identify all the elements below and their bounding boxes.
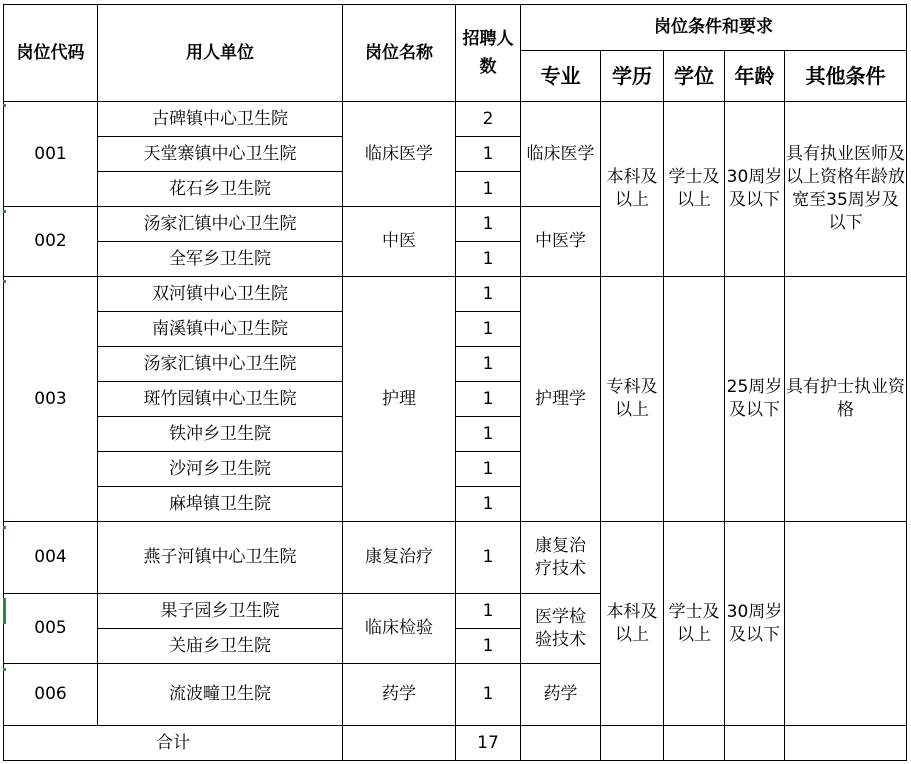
unit-cell: 燕子河镇中心卫生院 xyxy=(98,522,343,594)
major-cell: 医学检验技术 xyxy=(521,594,601,664)
total-empty xyxy=(725,726,785,761)
count-cell: 1 xyxy=(456,664,521,726)
header-code: 岗位代码 xyxy=(4,5,98,102)
count-cell: 1 xyxy=(456,277,521,312)
position-code: 002 xyxy=(4,207,98,277)
count-cell: 2 xyxy=(456,102,521,137)
degree-cell-empty xyxy=(664,277,725,522)
header-major: 专业 xyxy=(521,51,601,102)
age-cell: 25周岁及以下 xyxy=(725,277,785,522)
count-cell: 1 xyxy=(456,522,521,594)
degree-cell: 学士及以上 xyxy=(664,102,725,277)
count-cell: 1 xyxy=(456,417,521,452)
unit-cell: 汤家汇镇中心卫生院 xyxy=(98,207,343,242)
cell-marker xyxy=(3,280,6,283)
count-cell: 1 xyxy=(456,137,521,172)
header-age: 年龄 xyxy=(725,51,785,102)
cell-marker xyxy=(3,104,6,107)
unit-cell: 沙河乡卫生院 xyxy=(98,452,343,487)
count-cell: 1 xyxy=(456,382,521,417)
count-cell: 1 xyxy=(456,172,521,207)
unit-cell: 南溪镇中心卫生院 xyxy=(98,312,343,347)
total-empty xyxy=(664,726,725,761)
unit-cell: 天堂寨镇中心卫生院 xyxy=(98,137,343,172)
total-label: 合计 xyxy=(4,726,343,761)
unit-cell: 古碑镇中心卫生院 xyxy=(98,102,343,137)
position-name: 药学 xyxy=(343,664,456,726)
cell-marker xyxy=(3,210,6,213)
header-other: 其他条件 xyxy=(785,51,907,102)
position-name: 康复治疗 xyxy=(343,522,456,594)
age-cell: 30周岁及以下 xyxy=(725,522,785,726)
unit-cell: 汤家汇镇中心卫生院 xyxy=(98,347,343,382)
major-cell: 康复治疗技术 xyxy=(521,522,601,594)
unit-cell: 果子园乡卫生院 xyxy=(98,594,343,629)
header-education: 学历 xyxy=(601,51,664,102)
position-code: 005 xyxy=(4,594,98,664)
count-cell: 1 xyxy=(456,242,521,277)
age-cell: 30周岁及以下 xyxy=(725,102,785,277)
total-count: 17 xyxy=(456,726,521,761)
education-cell: 本科及以上 xyxy=(601,522,664,726)
header-count: 招聘人数 xyxy=(456,5,521,102)
position-code: 003 xyxy=(4,277,98,522)
unit-cell: 流波疃卫生院 xyxy=(98,664,343,726)
count-cell: 1 xyxy=(456,452,521,487)
total-empty xyxy=(601,726,664,761)
unit-cell: 麻埠镇卫生院 xyxy=(98,487,343,522)
count-cell: 1 xyxy=(456,487,521,522)
major-cell: 药学 xyxy=(521,664,601,726)
unit-cell: 花石乡卫生院 xyxy=(98,172,343,207)
position-name: 临床检验 xyxy=(343,594,456,664)
total-empty xyxy=(521,726,601,761)
position-name: 中医 xyxy=(343,207,456,277)
unit-cell: 双河镇中心卫生院 xyxy=(98,277,343,312)
header-conditions: 岗位条件和要求 xyxy=(521,5,907,51)
other-cell: 具有护士执业资格 xyxy=(785,277,907,522)
count-cell: 1 xyxy=(456,629,521,664)
unit-cell: 全军乡卫生院 xyxy=(98,242,343,277)
cell-marker xyxy=(3,668,6,671)
unit-cell: 斑竹园镇中心卫生院 xyxy=(98,382,343,417)
major-cell: 中医学 xyxy=(521,207,601,277)
major-cell: 临床医学 xyxy=(521,102,601,207)
count-cell: 1 xyxy=(456,312,521,347)
header-degree: 学位 xyxy=(664,51,725,102)
degree-cell: 学士及以上 xyxy=(664,522,725,726)
major-cell: 护理学 xyxy=(521,277,601,522)
recruitment-table xyxy=(3,4,907,761)
cell-marker xyxy=(3,526,6,529)
position-code: 006 xyxy=(4,664,98,726)
other-cell: 具有执业医师及以上资格年龄放宽至35周岁及以下 xyxy=(785,102,907,277)
position-code: 004 xyxy=(4,522,98,594)
other-cell-empty xyxy=(785,522,907,726)
count-cell: 1 xyxy=(456,347,521,382)
unit-cell: 关庙乡卫生院 xyxy=(98,629,343,664)
count-cell: 1 xyxy=(456,594,521,629)
education-cell: 专科及以上 xyxy=(601,277,664,522)
position-name: 临床医学 xyxy=(343,102,456,207)
total-empty xyxy=(343,726,456,761)
header-position: 岗位名称 xyxy=(343,5,456,102)
count-cell: 1 xyxy=(456,207,521,242)
position-code: 001 xyxy=(4,102,98,207)
total-empty xyxy=(785,726,907,761)
cell-marker xyxy=(3,598,6,624)
header-unit: 用人单位 xyxy=(98,5,343,102)
position-name: 护理 xyxy=(343,277,456,522)
education-cell: 本科及以上 xyxy=(601,102,664,277)
unit-cell: 铁冲乡卫生院 xyxy=(98,417,343,452)
